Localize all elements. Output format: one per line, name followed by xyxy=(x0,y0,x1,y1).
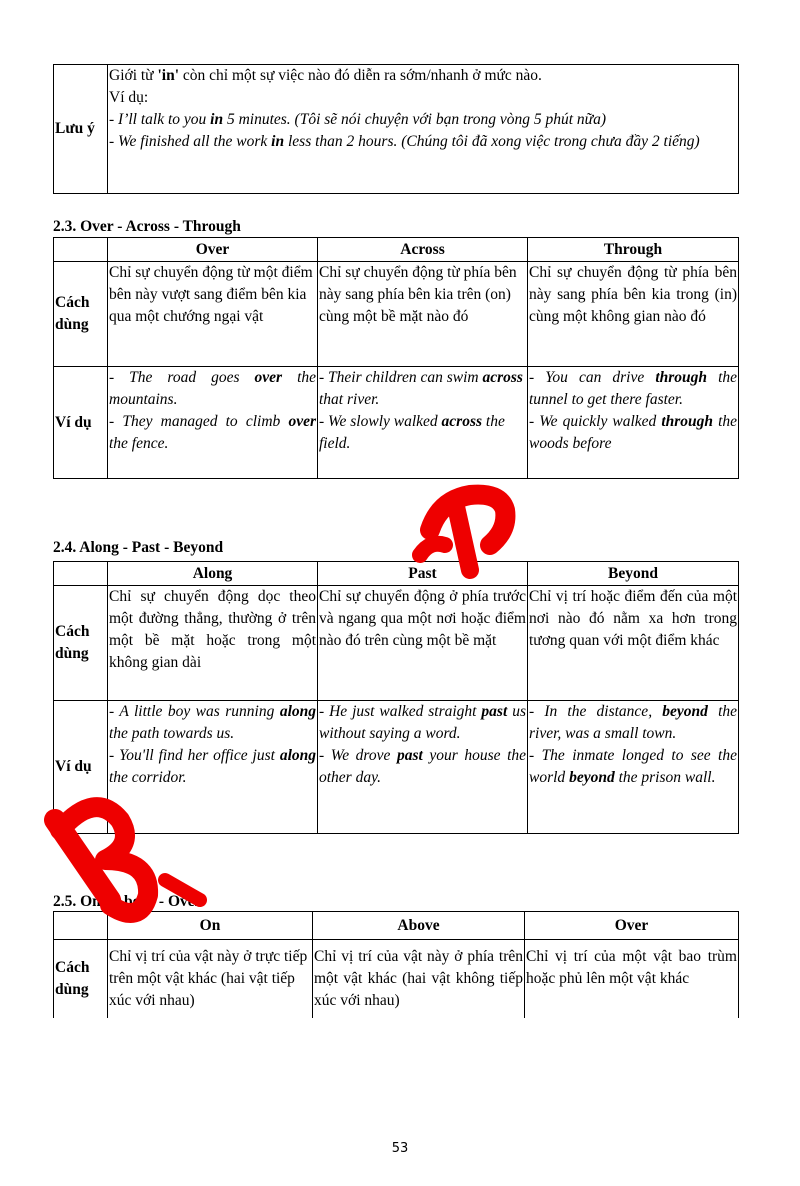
usage-over: Chỉ sự chuyển động từ một điểm bên này vượt sang điểm bên kia qua một chướng ngại vật xyxy=(108,262,318,367)
section-heading-2-4: 2.4. Along - Past - Beyond xyxy=(53,539,224,556)
usage-beyond: Chỉ vị trí hoặc điểm đến của một nơi nào đó nằm xa hơn trong tương quan với một điểm khác xyxy=(528,586,739,701)
note-table xyxy=(53,64,739,194)
example-through: - You can drive through the tunnel to get there faster. - We quickly walked through the woods before xyxy=(528,367,739,479)
row-label-example: Ví dụ xyxy=(54,367,108,479)
usage-across: Chỉ sự chuyển động từ phía bên này sang phía bên kia trên (on) cùng một bề mặt nào đó xyxy=(318,262,528,367)
table-on-above-over xyxy=(53,911,739,1018)
row-label-usage: Cách dùng xyxy=(54,586,108,701)
col-header-along: Along xyxy=(108,562,318,586)
row-label-example: Ví dụ xyxy=(54,701,108,834)
usage-through: Chỉ sự chuyển động từ phía bên này sang phía bên kia trong (in) cùng một không gian nào đó xyxy=(528,262,739,367)
usage-over: Chỉ vị trí của một vật bao trùm hoặc phủ lên một vật khác xyxy=(525,940,739,1018)
watermark-stroke xyxy=(430,495,505,545)
usage-above: Chỉ vị trí của vật này ở phía trên một vật khác (hai vật không tiếp xúc với nhau) xyxy=(313,940,525,1018)
example-past: - He just walked straight past us without saying a word. - We drove past your house the other day. xyxy=(318,701,528,834)
row-label-usage: Cách dùng xyxy=(54,262,108,367)
col-header-on: On xyxy=(108,912,313,940)
col-header-through: Through xyxy=(528,238,739,262)
col-header-beyond: Beyond xyxy=(528,562,739,586)
example-across: - Their children can swim across that river. - We slowly walked across the field. xyxy=(318,367,528,479)
example-over: - The road goes over the mountains. - They managed to climb over the fence. xyxy=(108,367,318,479)
row-label-usage: Cách dùng xyxy=(54,940,108,1018)
table-over-across-through xyxy=(53,237,739,479)
col-header-over: Over xyxy=(525,912,739,940)
watermark-stroke xyxy=(420,544,445,555)
note-label: Lưu ý xyxy=(54,65,108,194)
usage-along: Chỉ sự chuyển động dọc theo một đường thẳng, thường ở trên một bề mặt hoặc trong một không gian dài xyxy=(108,586,318,701)
table-along-past-beyond xyxy=(53,561,739,834)
section-heading-2-3: 2.3. Over - Across - Through xyxy=(53,218,241,235)
usage-on: Chỉ vị trí của vật này ở trực tiếp trên một vật khác (hai vật tiếp xúc với nhau) xyxy=(108,940,313,1018)
col-header-past: Past xyxy=(318,562,528,586)
col-header-over: Over xyxy=(108,238,318,262)
section-heading-2-5: 2.5. On - Above - Over xyxy=(53,893,202,910)
example-along: - A little boy was running along the path towards us. - You'll find her office just along the corridor. xyxy=(108,701,318,834)
example-beyond: - In the distance, beyond the river, was a small town. - The inmate longed to see the world beyond the prison wall. xyxy=(528,701,739,834)
col-header-across: Across xyxy=(318,238,528,262)
watermark-stroke xyxy=(455,502,470,570)
page-number: 53 xyxy=(391,1141,409,1156)
usage-past: Chỉ sự chuyển động ở phía trước và ngang qua một nơi hoặc điểm nào đó trên cùng một bề mặt xyxy=(318,586,528,701)
col-header-above: Above xyxy=(313,912,525,940)
note-content: Giới từ 'in' còn chỉ một sự việc nào đó diễn ra sớm/nhanh ở mức nào. Ví dụ: - I’ll talk to you in 5 minutes. (Tôi sẽ nói chuyện với bạn trong vòng 5 phút nữa) - We finished all the work in less than 2 hours. (Chúng tôi đã xong việc trong chưa đầy 2 tiếng) xyxy=(108,65,739,194)
